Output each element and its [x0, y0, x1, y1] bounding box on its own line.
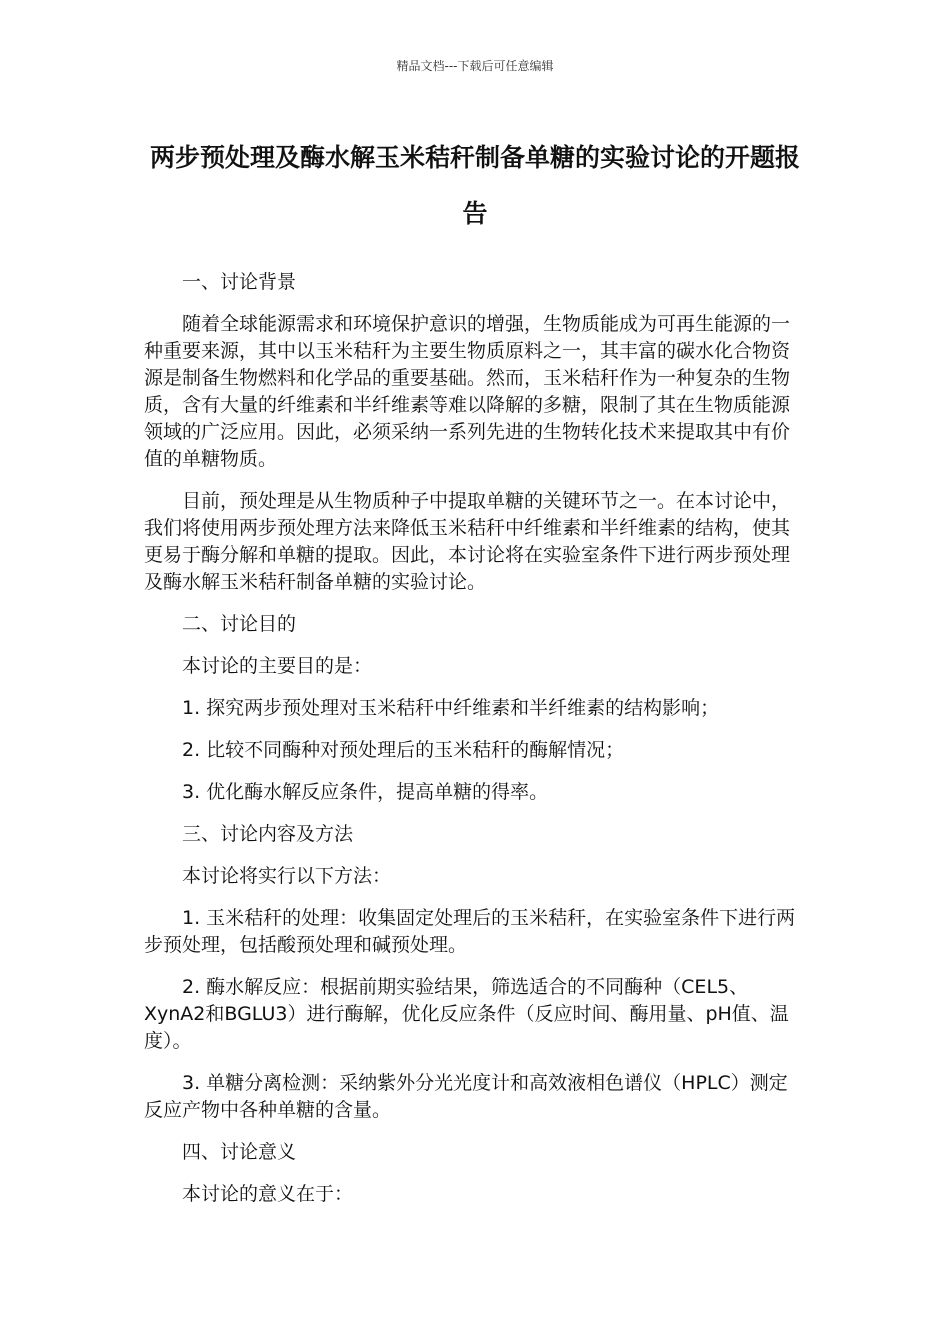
list-item: 1. 探究两步预处理对玉米秸秆中纤维素和半纤维素的结构影响；: [182, 697, 720, 719]
list-item: 3. 优化酶水解反应条件，提高单糖的得率。: [182, 781, 549, 803]
paragraph: 目前，预处理是从生物质种子中提取单糖的关键环节之一。在本讨论中，我们将使用两步预处理方法来降低玉米秸秆中纤维素和半纤维素的结构，使其更易于酶分解和单糖的提取。因此，本讨论将在实验室条件下进行两步预处理及酶水解玉米秸秆制备单糖的实验讨论。: [144, 490, 791, 593]
section-heading-methods: 三、讨论内容及方法: [182, 823, 354, 845]
list-item: 1. 玉米秸秆的处理：收集固定处理后的玉米秸秆，在实验室条件下进行两步预处理，包括酸预处理和碱预处理。: [144, 907, 796, 956]
section-heading-significance: 四、讨论意义: [182, 1141, 297, 1163]
section-heading-background: 一、讨论背景: [182, 271, 297, 293]
paragraph: 随着全球能源需求和环境保护意识的增强，生物质能成为可再生能源的一种重要来源，其中以玉米秸秆为主要生物质原料之一，其丰富的碳水化合物资源是制备生物燃料和化学品的重要基础。然而，玉米秸秆作为一种复杂的生物质，含有大量的纤维素和半纤维素等难以降解的多糖，限制了其在生物质能源领域的广泛应用。因此，必须采纳一系列先进的生物转化技术来提取其中有价值的单糖物质。: [144, 313, 791, 470]
paragraph: 本讨论将实行以下方法：: [182, 865, 392, 887]
paragraph: 本讨论的主要目的是：: [182, 655, 373, 677]
document-body: [144, 269, 804, 1223]
document-title: 两步预处理及酶水解玉米秸秆制备单糖的实验讨论的开题报告: [149, 143, 800, 228]
header-note: 精品文档---下载后可任意编辑: [396, 59, 554, 73]
paragraph: 本讨论的意义在于：: [182, 1183, 354, 1205]
section-heading-purpose: 二、讨论目的: [182, 613, 297, 635]
list-item: 3. 单糖分离检测：采纳紫外分光光度计和高效液相色谱仪（HPLC）测定反应产物中各种单糖的含量。: [144, 1072, 788, 1121]
list-item: 2. 比较不同酶种对预处理后的玉米秸秆的酶解情况；: [182, 739, 625, 761]
list-item: 2. 酶水解反应：根据前期实验结果，筛选适合的不同酶种（CEL5、XynA2和BGLU3）进行酶解，优化反应条件（反应时间、酶用量、pH值、温度）。: [144, 976, 789, 1052]
